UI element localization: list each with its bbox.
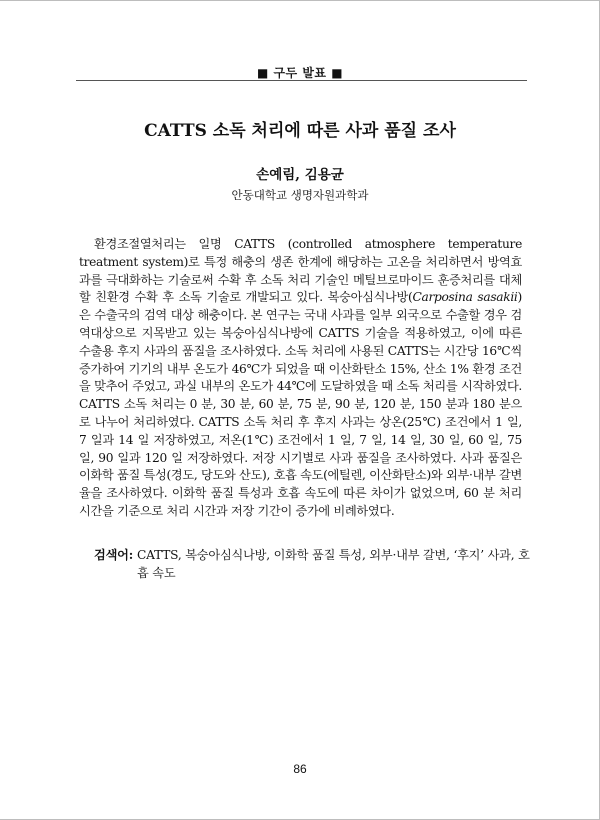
paper-affiliation: 안동대학교 생명자원과학과 (231, 188, 369, 202)
section-label: ■ 구두 발표 ■ (256, 66, 344, 80)
paper-authors: 손예림, 김용균 (256, 167, 344, 183)
paper-title: CATTS 소독 처리에 따른 사과 품질 조사 (144, 121, 456, 141)
keywords-block (94, 546, 534, 582)
abstract-text-part2: )은 수출국의 검역 대상 해충이다. 본 연구는 국내 사과를 일부 외국으로 수출할 경우 검역대상으로 지목받고 있는 복숭아심식나방에 CATTS 기술을 적용하였고, 이에 따른 수출용 후지 사과의 품질을 조사하였다. 소독 처리에 사용된 CATTS는 시간당 16℃씩 증가하여 기기의 내부 온도가 46℃가 되었을 때 이산화탄소 15%, 산소 1% 환경 조건을 맞추어 주었고, 과실 내부의 온도가 44℃에 도달하였을 때 소독 처리를 시작하였다. CATTS 소독 처리는 0 분, 30 분, 60 분, 75 분, 90 분, 120 분, 150 분과 180 분으로 나누어 처리하였다. CATTS 소독 처리 후 후지 사과는 상온(25℃) 조건에서 1 일, 7 일과 14 일 저장하였고, 저온(1℃) 조건에서 1 일, 7 일, 14 일, 30 일, 60 일, 75 일, 90 일과 120 일 저장하였다. 저장 시기별로 사과 품질을 조사하였다. 사과 품질은 이화학 품질 특성(경도, 당도와 산도), 호흡 속도(에틸렌, 이산화탄소)와 외부·내부 갈변율을 조사하였다. 이화학 품질 특성과 호흡 속도에 따른 차이가 없었으며, 60 분 처리 시간을 기준으로 처리 시간과 저장 기간이 증가에 비례하였다. (79, 290, 522, 518)
header-divider (76, 80, 527, 81)
page-border-top (0, 0, 600, 1)
species-name: Carposina sasakii (412, 290, 518, 305)
keywords-label: 검색어: (94, 548, 134, 562)
page-number: 86 (293, 762, 307, 776)
abstract-text-part1: 환경조절열처리는 일명 CATTS (controlled atmosphere temperature treatment system)로 특정 해충의 생존 한계에 해당하는 고온을 처리하면서 방역효과를 극대화하는 기술로써 수확 후 소독 처리 기술인 메틸브로마이드 훈증처리를 대체할 친환경 수확 후 소독 기술로 개발되고 있다. 복숭아심식나방( (79, 237, 522, 305)
keywords-text: CATTS, 복숭아심식나방, 이화학 품질 특성, 외부·내부 갈변, ‘후지’ 사과, 호흡 속도 (137, 548, 530, 580)
abstract-paragraph (79, 236, 522, 521)
